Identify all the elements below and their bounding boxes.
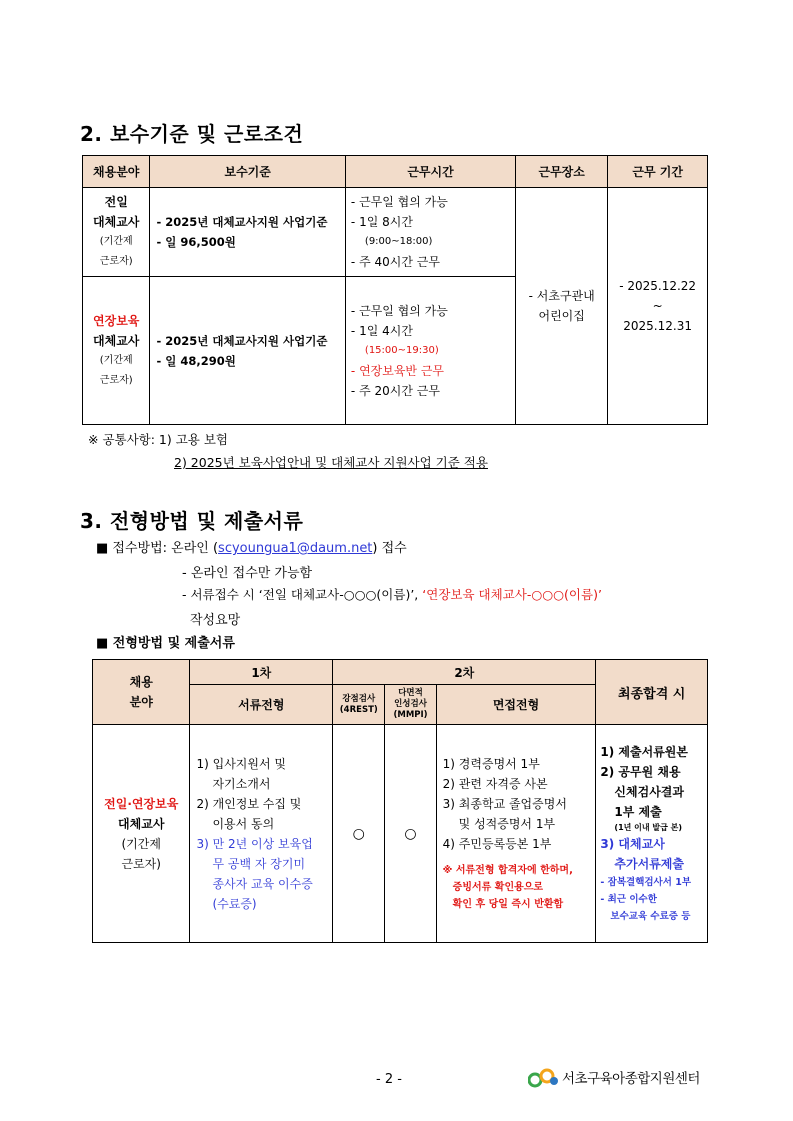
header-pay: 보수기준 [150, 156, 345, 188]
h-doc: 서류전형 [190, 685, 333, 725]
filename-note: - 서류접수 시 ‘전일 대체교사-○○○(이름)’, ‘연장보육 대체교사-○○○(이름)’ [182, 587, 602, 602]
org-logo-icon [528, 1066, 560, 1088]
section2-title: 2. 보수기준 및 근로조건 [80, 122, 304, 146]
row1-field: 전일 대체교사 (기간제 근로자) [83, 188, 150, 277]
filename-note-tail: 작성요망 [190, 613, 241, 628]
common-note-2: 2) 2025년 보육사업안내 및 대체교사 지원사업 기준 적용 [174, 455, 488, 470]
h-field: 채용 분야 [93, 660, 190, 725]
work-place: - 서초구관내 어린이집 [516, 188, 608, 425]
work-period: - 2025.12.22 ~ 2025.12.31 [608, 188, 708, 425]
t2-interview: 1) 경력증명서 1부 2) 관련 자격증 사본 3) 최종학교 졸업증명서 및 성적증명서 1부 4) 주민등록등본 1부 ※ 서류전형 합격자에 한하며, 증빙서류 확인용으로 확인 후 당일 즉시 반환함 [436, 725, 596, 943]
online-only-note: - 온라인 접수만 가능함 [182, 566, 313, 581]
header-hours: 근무시간 [345, 156, 515, 188]
footer-logo [528, 1066, 700, 1088]
strength-test-mark: ○ [333, 725, 385, 943]
h-first: 1차 [190, 660, 333, 685]
h-second: 2차 [333, 660, 596, 685]
row2-pay: - 2025년 대체교사지원 사업기준 - 일 48,290원 [150, 277, 345, 425]
org-name: 서초구육아종합지원센터 [562, 1071, 700, 1087]
mmpi-test-mark: ○ [385, 725, 436, 943]
t2-field: 전일·연장보육 대체교사 (기간제 근로자) [93, 725, 190, 943]
pay-conditions-table [82, 155, 708, 425]
t2-docs: 1) 입사지원서 및 자기소개서 2) 개인정보 수집 및 이용서 동의 3) 만 2년 이상 보육업 무 공백 자 장기미 종사자 교육 이수증 (수료증) [190, 725, 333, 943]
h-strength: 강점검사 (4REST) [333, 685, 385, 725]
header-period: 근무 기간 [608, 156, 708, 188]
header-place: 근무장소 [516, 156, 608, 188]
h-final: 최종합격 시 [596, 660, 708, 725]
row2-field: 연장보육 대체교사 (기간제 근로자) [83, 277, 150, 425]
email-link[interactable]: scyoungua1@daum.net [218, 541, 373, 556]
application-method: ■ 접수방법: 온라인 (scyoungua1@daum.net) 접수 [96, 541, 407, 556]
common-note-1: ※ 공통사항: 1) 고용 보험 [88, 432, 229, 447]
row1-pay: - 2025년 대체교사지원 사업기준 - 일 96,500원 [150, 188, 345, 277]
row2-hours: - 근무일 협의 가능 - 1일 4시간 (15:00~19:30) - 연장보육반 근무 - 주 20시간 근무 [345, 277, 515, 425]
row1-hours: - 근무일 협의 가능 - 1일 8시간 (9:00~18:00) - 주 40시간 근무 [345, 188, 515, 277]
h-interview: 면접전형 [436, 685, 596, 725]
t2-final: 1) 제출서류원본 2) 공무원 채용 신체검사결과 1부 제출 (1년 이내 발급 본) 3) 대체교사 추가서류제출 - 잠복결핵검사서 1부 - 최근 이수한 보수교육 수료증 등 [596, 725, 708, 943]
page-number: - 2 - [376, 1072, 402, 1087]
section3-title: 3. 전형방법 및 제출서류 [80, 509, 304, 533]
selection-table [92, 659, 708, 943]
header-field: 채용분야 [83, 156, 150, 188]
selection-heading: ■ 전형방법 및 제출서류 [96, 636, 235, 651]
h-mmpi: 다면적 인성검사 (MMPI) [385, 685, 436, 725]
